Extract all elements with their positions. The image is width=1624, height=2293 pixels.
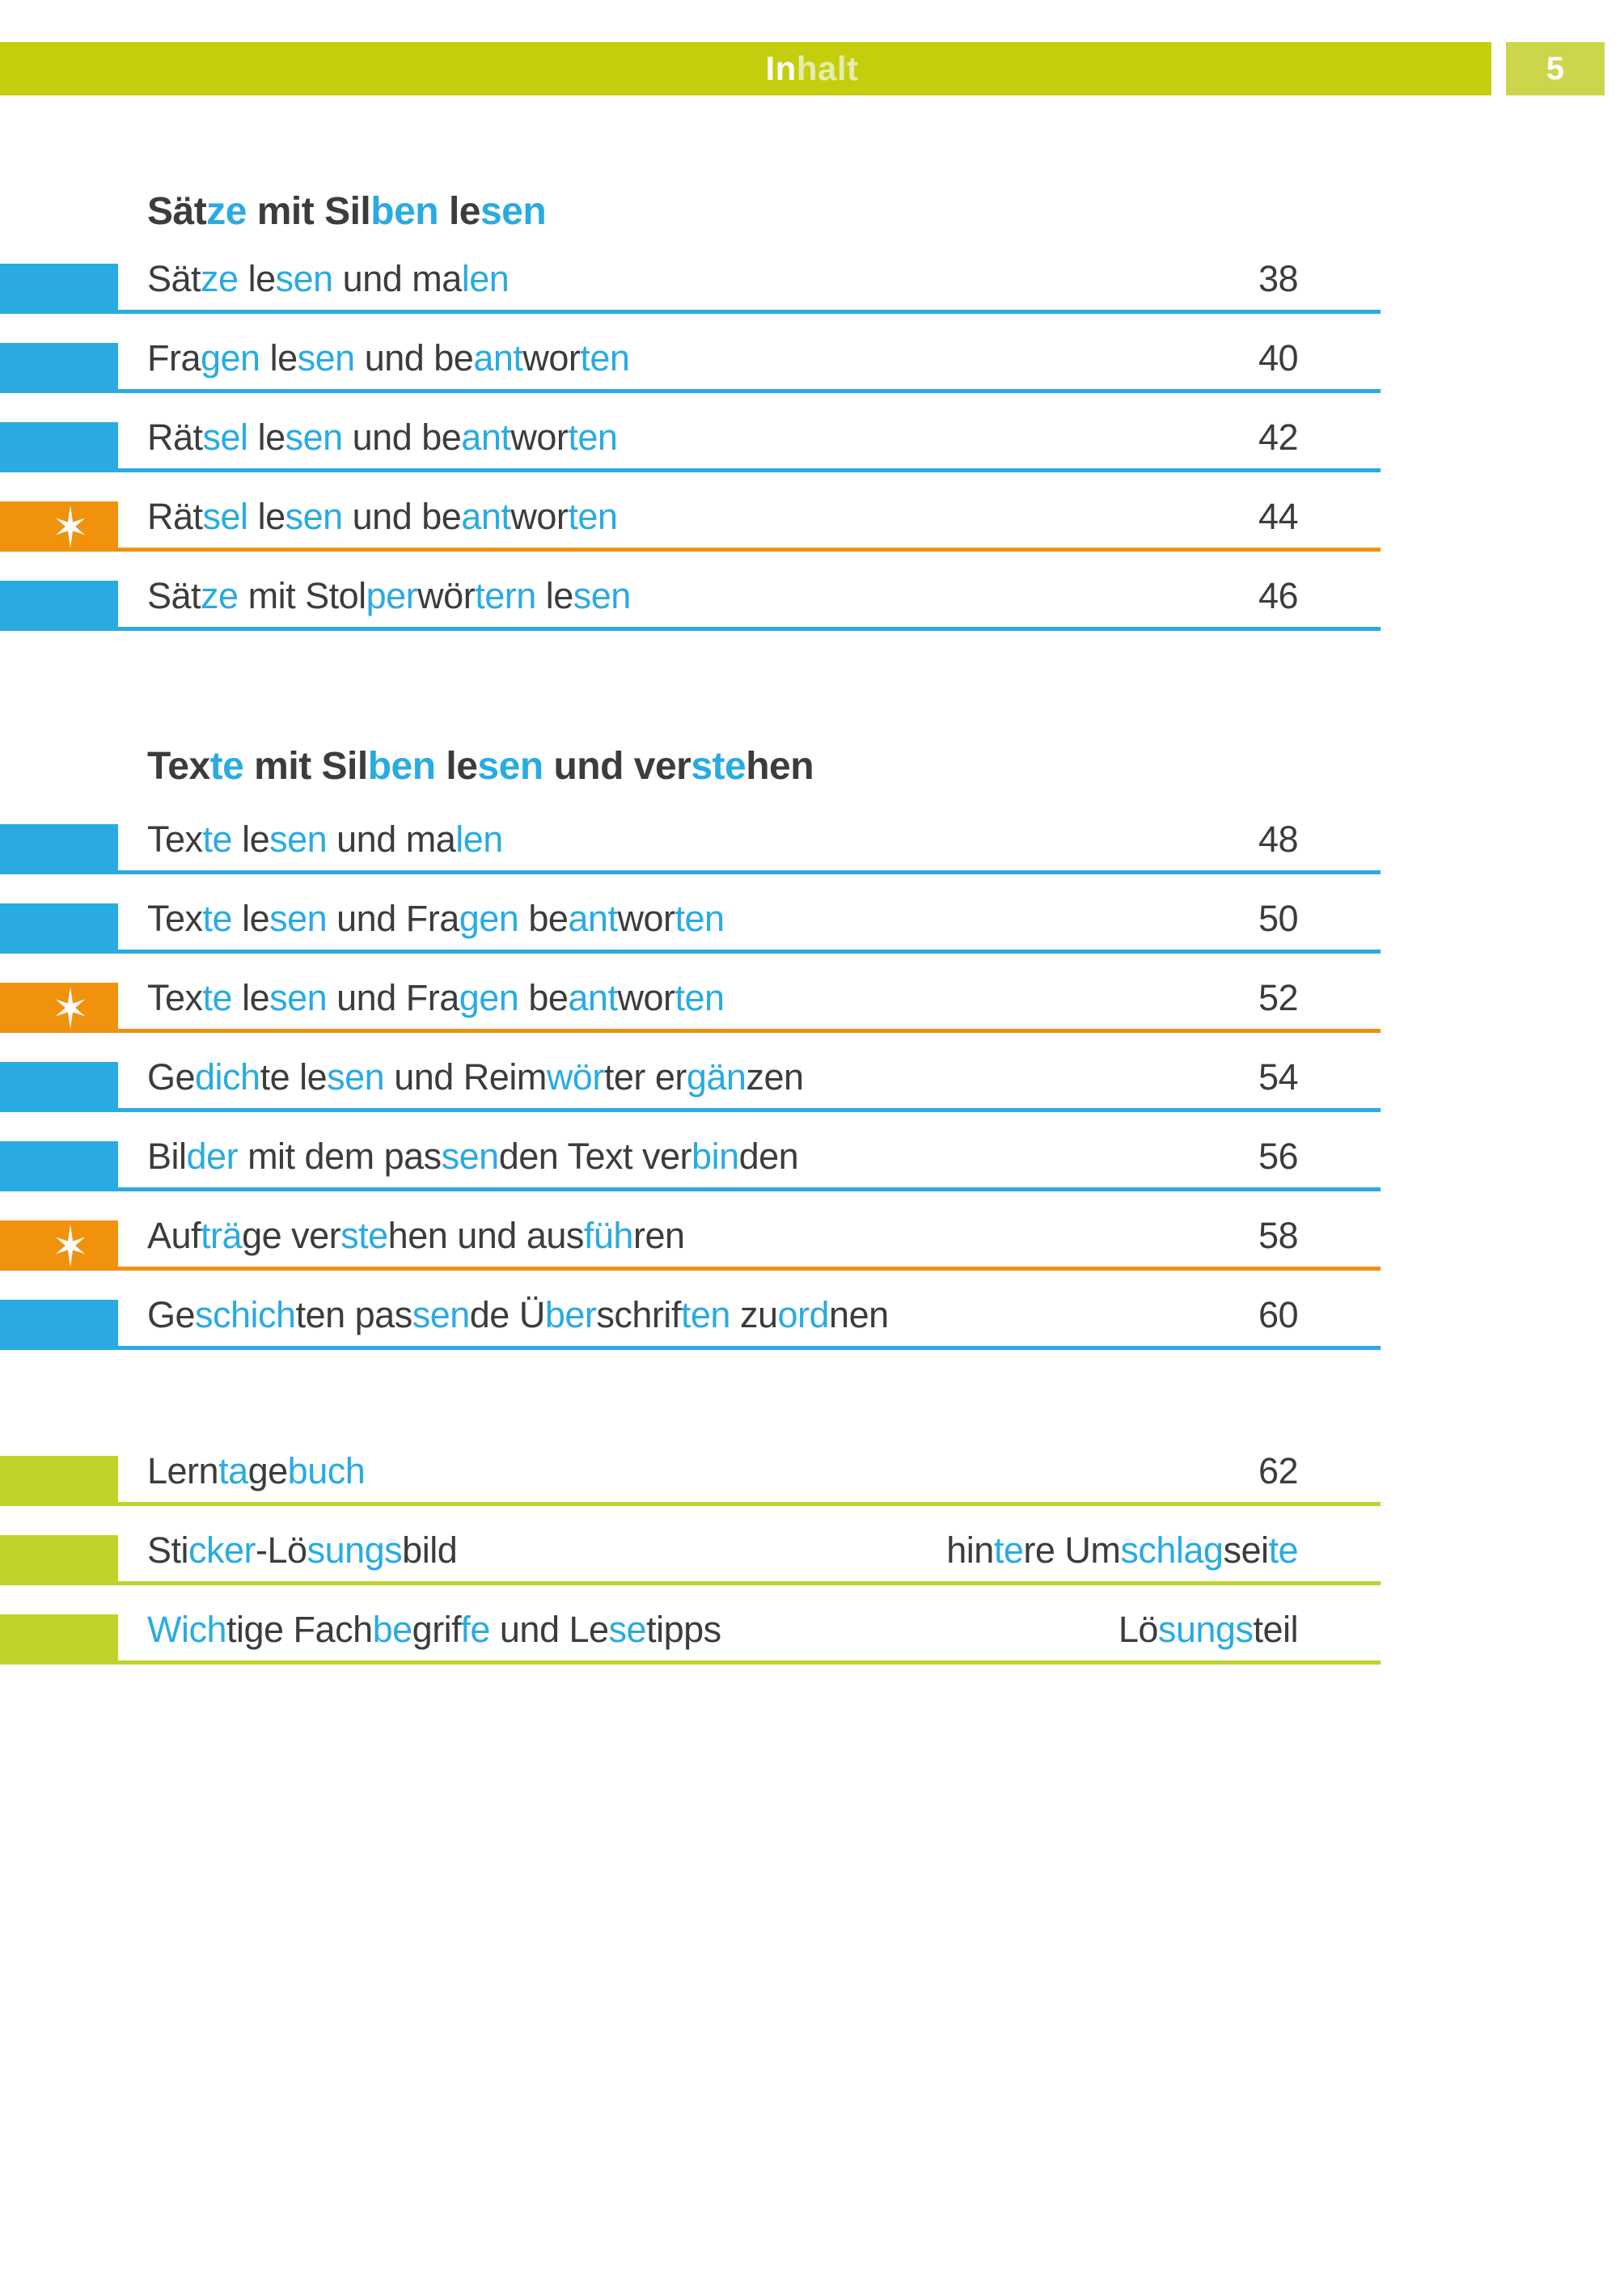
syllable-segment: ben [367,745,436,788]
toc-row-title [147,977,725,1019]
blue-marker [0,1141,118,1191]
syllable-segment: mit Stol [238,575,366,616]
syllable-segment: te [209,745,244,788]
syllable-segment: sen [269,819,328,860]
syllable-segment: wör [417,575,476,616]
toc-row [0,1112,1381,1191]
syllable-segment: hen [746,745,814,788]
toc-row [0,1506,1381,1585]
blue-marker [0,581,118,631]
syllable-segment: 60 [1258,1294,1298,1335]
toc-section [0,1427,1381,1665]
syllable-segment: ze [201,258,239,299]
syllable-segment: te le [260,1056,328,1098]
syllable-segment: und ma [327,819,456,860]
syllable-segment: hin [946,1529,994,1571]
syllable-segment: Sät [147,190,207,233]
syllable-segment: schich [195,1294,296,1335]
syllable-segment: schlag [1120,1529,1224,1571]
syllable-segment: le [435,745,478,788]
syllable-segment: 58 [1258,1215,1298,1256]
toc-row-page-ref [1258,1450,1298,1492]
toc-row-page-ref [1258,258,1298,300]
syllable-segment: ze [206,190,247,233]
syllable-segment: dich [195,1056,260,1098]
toc-row-title [147,1450,365,1492]
syllable-segment: le [232,819,270,860]
toc-row-title [147,898,725,940]
syllable-segment: sel [202,417,248,458]
syllable-segment: wor [617,977,675,1018]
toc-row-title [147,337,629,379]
syllable-segment: le [247,417,285,458]
blue-marker [0,264,118,314]
toc-row-page-ref [1258,496,1298,538]
syllable-segment: den Text ver [498,1136,692,1177]
syllable-segment: sen [275,258,333,299]
toc-row [0,1033,1381,1112]
syllable-segment: -Lö [256,1529,307,1571]
page-title-strong: In [765,49,797,87]
syllable-segment: 46 [1258,575,1298,616]
page-number-box [1506,42,1605,95]
syllable-segment: ten [675,977,725,1018]
toc-row-page-ref [1258,575,1298,617]
toc-row-title [147,575,631,617]
toc-row-page-ref [1258,1215,1298,1257]
syllable-segment: Rät [147,417,203,458]
syllable-segment: wor [522,337,581,379]
syllable-segment: gen [201,337,260,379]
syllable-segment: te [202,819,233,860]
syllable-segment: te [1268,1529,1298,1571]
syllable-segment: 56 [1258,1136,1298,1177]
toc-row-title [147,1529,457,1572]
toc-row-page-ref [1258,1136,1298,1178]
syllable-segment: de Ü [469,1294,545,1335]
syllable-segment: le [535,575,573,616]
syllable-segment: Wich [147,1609,226,1650]
toc-row [0,552,1381,631]
syllable-segment: Lö [1118,1609,1158,1650]
section-heading-text [147,190,546,233]
section-heading [147,189,546,234]
syllable-segment: be [518,977,569,1018]
syllable-segment: ten [680,1294,730,1335]
syllable-segment: sen [477,745,543,788]
syllable-segment: per [366,575,418,616]
syllable-segment: re Um [1023,1529,1121,1571]
syllable-segment: ben [370,190,439,233]
syllable-segment: und Reim [384,1056,547,1098]
toc-row-page-ref [946,1529,1298,1572]
syllable-segment: 54 [1258,1056,1298,1098]
syllable-segment: teil [1253,1609,1298,1650]
syllable-segment: le [232,898,270,939]
syllable-segment: und Le [489,1609,609,1650]
syllable-segment: ten pas [295,1294,412,1335]
syllable-segment: tern [475,575,536,616]
syllable-segment: und be [342,496,462,537]
syllable-segment: sen [480,190,547,233]
toc-row-page-ref [1258,337,1298,379]
syllable-segment: ant [461,496,511,537]
toc-row-page-ref [1258,977,1298,1019]
syllable-segment: ge ver [242,1215,341,1256]
syllable-segment: Tex [147,977,203,1018]
syllable-segment: sel [202,496,248,537]
syllable-segment: zen [746,1056,804,1098]
syllable-segment: sungs [307,1529,403,1571]
syllable-segment: füh [583,1215,633,1256]
star-icon [48,985,93,1030]
syllable-segment: 40 [1258,337,1298,379]
syllable-segment: ten [568,417,618,458]
syllable-segment: Sti [147,1529,189,1571]
syllable-segment: 50 [1258,898,1298,939]
syllable-segment: Fra [147,337,201,379]
syllable-segment: cker [188,1529,256,1571]
syllable-segment: Lern [147,1450,219,1491]
syllable-segment: Tex [147,745,210,788]
syllable-segment: le [260,337,298,379]
toc-row-title [147,819,503,861]
section-heading [147,744,814,789]
syllable-segment: sen [269,977,328,1018]
syllable-segment: ge [247,1450,288,1491]
syllable-segment: und ver [543,745,691,788]
toc-row [0,1191,1381,1271]
syllable-segment: mit Sil [246,190,371,233]
syllable-segment: Ge [147,1056,196,1098]
toc-row [0,235,1381,314]
syllable-segment: le [247,496,285,537]
syllable-segment: ze [201,575,239,616]
syllable-segment: te [993,1529,1024,1571]
syllable-segment: mit dem pas [238,1136,442,1177]
toc-section [0,235,1381,631]
toc-row-title [147,1215,685,1257]
blue-marker [0,343,118,393]
toc-row [0,954,1381,1033]
toc-section [0,795,1381,1350]
blue-marker [0,824,118,874]
toc-row-page-ref [1258,1056,1298,1098]
toc-row [0,874,1381,954]
syllable-segment: 42 [1258,417,1298,458]
syllable-segment: be [372,1609,412,1650]
syllable-segment: Tex [147,898,203,939]
syllable-segment: den [738,1136,799,1177]
syllable-segment: ste [691,745,746,788]
syllable-segment: te [202,977,233,1018]
toc-row [0,393,1381,472]
syllable-segment: sen [285,417,343,458]
blue-marker [0,422,118,472]
toc-row-page-ref [1258,1294,1298,1336]
syllable-segment: und ma [332,258,462,299]
syllable-segment: und Fra [327,977,459,1018]
syllable-segment: ren [632,1215,685,1256]
syllable-segment: le [238,258,276,299]
syllable-segment: und be [342,417,462,458]
toc-row-page-ref [1119,1609,1298,1651]
syllable-segment: schrif [596,1294,681,1335]
syllable-segment: Sät [147,575,201,616]
syllable-segment: 48 [1258,819,1298,860]
syllable-segment: be [518,898,569,939]
section-heading-text [147,745,814,788]
page-title [0,42,1624,95]
syllable-segment: wor [510,417,569,458]
syllable-segment: ta [218,1450,248,1491]
toc-row [0,314,1381,393]
syllable-segment: Tex [147,819,203,860]
syllable-segment: Auf [147,1215,201,1256]
syllable-segment: ste [340,1215,388,1256]
toc-row [0,472,1381,552]
toc-row [0,1427,1381,1506]
syllable-segment: len [455,819,503,860]
syllable-segment: ten [675,898,725,939]
syllable-segment: bin [691,1136,739,1177]
syllable-segment: sen [297,337,355,379]
syllable-segment: gen [459,977,519,1018]
blue-marker [0,903,118,954]
syllable-segment: und Fra [327,898,459,939]
syllable-segment: ten [580,337,630,379]
star-marker [0,983,118,1033]
syllable-segment: te [202,898,233,939]
star-icon [48,504,93,549]
syllable-segment: buch [287,1450,366,1491]
syllable-segment: ant [568,898,618,939]
green-marker [0,1614,118,1665]
syllable-segment: fe [460,1609,490,1650]
syllable-segment: trä [201,1215,243,1256]
syllable-segment: ant [473,337,523,379]
toc-row-title [147,417,617,459]
toc-row-title [147,1609,721,1651]
star-marker [0,501,118,552]
syllable-segment: sen [573,575,631,616]
syllable-segment: 38 [1258,258,1298,299]
syllable-segment: ant [461,417,511,458]
syllable-segment: wor [617,898,675,939]
syllable-segment: wor [510,496,569,537]
syllable-segment: 44 [1258,496,1298,537]
toc-row-page-ref [1258,819,1298,861]
syllable-segment: sei [1223,1529,1269,1571]
toc-row-title [147,1136,798,1178]
syllable-segment: le [232,977,270,1018]
page-title-light: halt [796,49,859,87]
toc-row-title [147,1056,804,1098]
syllable-segment: grif [412,1609,461,1650]
syllable-segment: bild [402,1529,458,1571]
syllable-segment: mit Sil [243,745,368,788]
syllable-segment: gän [686,1056,746,1098]
syllable-segment: Rät [147,496,203,537]
syllable-segment: gen [459,898,519,939]
syllable-segment: und be [354,337,474,379]
toc-row [0,1271,1381,1350]
toc-row-title [147,258,509,300]
syllable-segment: ter er [603,1056,687,1098]
toc-row [0,1585,1381,1665]
syllable-segment: tige Fach [226,1609,373,1650]
syllable-segment: hen und aus [387,1215,584,1256]
syllable-segment: 62 [1258,1450,1298,1491]
syllable-segment: 52 [1258,977,1298,1018]
syllable-segment: ten [568,496,618,537]
syllable-segment: der [186,1136,239,1177]
syllable-segment: ber [544,1294,597,1335]
syllable-segment: wör [546,1056,604,1098]
blue-marker [0,1300,118,1350]
star-marker [0,1221,118,1271]
toc-row-title [147,496,617,538]
syllable-segment: ant [568,977,618,1018]
syllable-segment: Sät [147,258,201,299]
green-marker [0,1456,118,1506]
syllable-segment: sen [441,1136,499,1177]
syllable-segment: sungs [1157,1609,1254,1650]
syllable-segment: sen [285,496,343,537]
syllable-segment: len [461,258,510,299]
syllable-segment: Bil [147,1136,187,1177]
syllable-segment: ord [777,1294,830,1335]
syllable-segment: se [608,1609,647,1650]
syllable-segment: Ge [147,1294,196,1335]
syllable-segment: nen [829,1294,889,1335]
star-icon [48,1223,93,1268]
green-marker [0,1535,118,1585]
page-number: 5 [1546,50,1565,87]
syllable-segment: zu [730,1294,778,1335]
toc-row-page-ref [1258,898,1298,940]
toc-row-title [147,1294,889,1336]
syllable-segment: sen [269,898,328,939]
syllable-segment: sen [327,1056,385,1098]
syllable-segment: tipps [646,1609,721,1650]
blue-marker [0,1062,118,1112]
syllable-segment: le [438,190,480,233]
toc-row-page-ref [1258,417,1298,459]
toc-row [0,795,1381,874]
syllable-segment: sen [412,1294,470,1335]
